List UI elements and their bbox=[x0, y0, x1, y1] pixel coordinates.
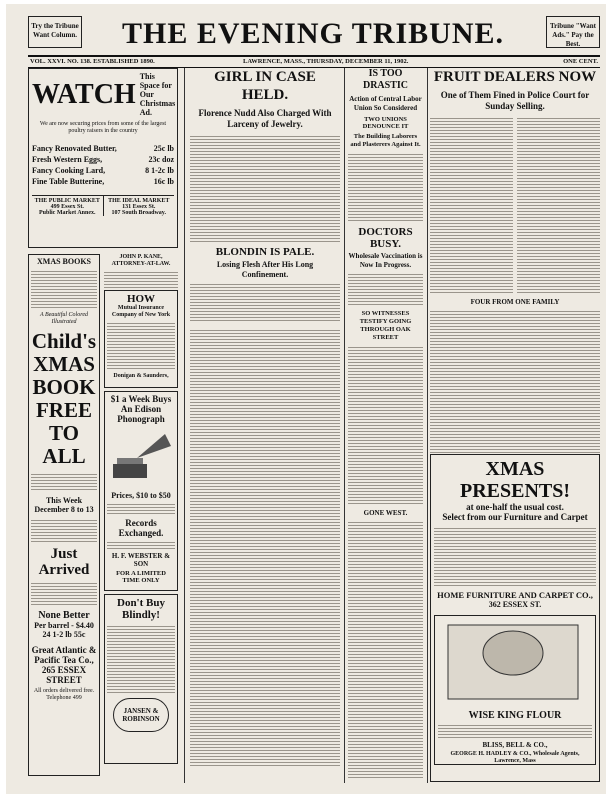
insurance-ad bbox=[104, 290, 178, 388]
presents-sub: at one-half the usual cost. bbox=[466, 502, 564, 512]
watch-note: We are now securing prices from some of the largest poultry raisers in the country bbox=[39, 121, 167, 134]
body-text bbox=[348, 152, 423, 222]
builders-subhead: The Building Laborers and Plasterers Against It. bbox=[350, 133, 421, 148]
witnesses-headline: SO WITNESSES TESTIFY GOING THROUGH OAK STREET bbox=[359, 310, 412, 341]
watch-word: WATCH bbox=[32, 78, 136, 110]
drastic-column bbox=[348, 68, 423, 783]
phonograph-ad bbox=[104, 391, 178, 591]
webster-text: H. F. WEBSTER & SON bbox=[111, 552, 171, 568]
body-text bbox=[430, 116, 513, 294]
prices-text: Prices, $10 to $50 bbox=[111, 491, 171, 500]
body-text bbox=[190, 282, 340, 322]
girl-column bbox=[190, 68, 340, 783]
dont-buy-ad bbox=[104, 594, 178, 764]
body-text bbox=[104, 270, 178, 288]
two-unions-subhead: TWO UNIONS DENOUNCE IT bbox=[362, 116, 409, 130]
ideal-market-box: THE IDEAL MARKET 131 Essex St. 107 South Broadway. bbox=[108, 198, 170, 216]
beautiful-text: A Beautiful Colored Illustrated bbox=[40, 312, 88, 325]
central-subhead: Action of Central Labor Union So Considered bbox=[349, 95, 422, 112]
limited-text: FOR A LIMITED TIME ONLY bbox=[116, 570, 166, 584]
body-text bbox=[31, 581, 97, 607]
orders-text: All orders delivered free. Telephone 499 bbox=[33, 688, 95, 701]
blondin-headline: BLONDIN IS PALE. bbox=[215, 246, 315, 258]
column-rule bbox=[344, 68, 345, 783]
masthead bbox=[28, 14, 600, 54]
mutual-text: Mutual Insurance Company of New York bbox=[111, 305, 171, 318]
drastic-headline: IS TOO DRASTIC bbox=[362, 68, 408, 91]
body-text bbox=[31, 269, 97, 309]
flour-ad bbox=[434, 615, 596, 765]
price-row: Fancy Cooking Lard, 8 1-2c lb bbox=[32, 166, 174, 175]
books-ad bbox=[28, 254, 100, 776]
watch-ad bbox=[28, 68, 178, 248]
girl-subhead: Florence Nudd Also Charged With Larceny of Jewelry. bbox=[198, 108, 332, 129]
column-rule bbox=[427, 68, 428, 783]
body-text bbox=[107, 540, 175, 550]
hadley-text: GEORGE H. HADLEY & CO., Wholesale Agents, Lawrence, Mass bbox=[450, 751, 580, 764]
xmas-presents-title: XMAS PRESENTS! bbox=[459, 458, 571, 502]
none-better-text: None Better bbox=[38, 610, 90, 621]
volume-line: VOL. XXVI. NO. 138. ESTABLISHED 1890. bbox=[30, 58, 155, 65]
girl-headline: GIRL IN CASE HELD. bbox=[214, 69, 316, 103]
left-ear-box: Try the Tribune Want Column. bbox=[28, 16, 82, 48]
public-market-box: THE PUBLIC MARKET 499 Essex St. Public Market Annex. bbox=[32, 196, 104, 216]
price-line: ONE CENT. bbox=[563, 58, 598, 65]
just-arrived-text: Just Arrived bbox=[38, 546, 90, 578]
attorney-text: JOHN P. KANE, ATTORNEY-AT-LAW. bbox=[111, 254, 171, 267]
newspaper-page bbox=[6, 4, 606, 794]
per-bag-text: 24 1-2 lb 55c bbox=[42, 630, 86, 639]
how-text: HOW bbox=[126, 293, 156, 305]
per-barrel-text: Per barrel - $4.40 bbox=[34, 621, 94, 630]
flour-barrel-icon bbox=[438, 619, 588, 705]
losing-subhead: Losing Flesh After His Long Confinement. bbox=[216, 260, 314, 279]
dollar-week-text: $1 a Week Buys An Edison Phonograph bbox=[110, 394, 172, 424]
home-address: 362 ESSEX ST. bbox=[488, 600, 542, 609]
body-text bbox=[430, 309, 600, 459]
price-list bbox=[32, 143, 174, 187]
four-from-headline: FOUR FROM ONE FAMILY bbox=[470, 298, 560, 306]
fruit-subhead: One of Them Fined in Police Court for Sunday Selling. bbox=[440, 90, 590, 111]
dateline-bar bbox=[28, 55, 600, 68]
presents-sub2: Select from our Furniture and Carpet bbox=[442, 512, 588, 522]
body-text bbox=[31, 472, 97, 492]
watch-side-text: This Space for Our Christmas Ad. bbox=[139, 72, 176, 117]
donigan-text: Donigan & Saunders, bbox=[113, 373, 169, 379]
body-text bbox=[348, 345, 423, 505]
body-text bbox=[31, 518, 97, 542]
body-text bbox=[107, 321, 175, 371]
childs-book-text: Child's XMAS BOOK FREE TO ALL bbox=[31, 329, 97, 468]
body-text bbox=[190, 134, 340, 242]
price-row: Fresh Western Eggs, 23c doz bbox=[32, 155, 174, 164]
price-row: Fine Table Butterine, 16c lb bbox=[32, 177, 174, 186]
wise-king-text: WISE KING FLOUR bbox=[468, 710, 562, 721]
jansen-logo: JANSEN & ROBINSON bbox=[113, 698, 169, 732]
fruit-headline: FRUIT DEALERS NOW bbox=[433, 69, 597, 85]
doctors-headline: DOCTORS BUSY. bbox=[358, 226, 413, 250]
body-text bbox=[434, 526, 596, 586]
body-text bbox=[348, 520, 423, 780]
records-text: Records Exchanged. bbox=[118, 518, 164, 538]
body-text bbox=[438, 723, 592, 739]
great-atlantic-text: Great Atlantic & Pacific Tea Co., 265 ESSEX STREET bbox=[31, 645, 97, 685]
this-week-text: This Week December 8 to 13 bbox=[34, 496, 94, 514]
date-line: LAWRENCE, MASS., THURSDAY, DECEMBER 11, 1902. bbox=[243, 58, 409, 65]
newspaper-title: THE EVENING TRIBUNE. bbox=[121, 17, 505, 50]
column-rule bbox=[184, 68, 185, 783]
wholesale-subhead: Wholesale Vaccination is Now In Progress. bbox=[348, 252, 423, 269]
left-column bbox=[28, 68, 178, 783]
xmas-books-title: XMAS BOOKS bbox=[36, 257, 91, 266]
price-row: Fancy Renovated Butter, 25c lb bbox=[32, 144, 174, 153]
gone-west-headline: GONE WEST. bbox=[363, 509, 408, 517]
body-text bbox=[190, 328, 340, 768]
body-text bbox=[107, 502, 175, 516]
dont-buy-text: Don't Buy Blindly! bbox=[117, 597, 165, 621]
right-ear-box: Tribune "Want Ads." Pay the Best. bbox=[546, 16, 600, 48]
body-text bbox=[107, 624, 175, 694]
body-text bbox=[517, 116, 600, 294]
phonograph-icon bbox=[107, 424, 175, 486]
middle-ads bbox=[104, 254, 178, 776]
xmas-presents-ad bbox=[430, 454, 600, 782]
body-text bbox=[348, 272, 423, 307]
bliss-bell-text: BLISS, BELL & CO., bbox=[482, 741, 548, 749]
home-furniture-text: HOME FURNITURE AND CARPET CO., bbox=[437, 590, 593, 600]
